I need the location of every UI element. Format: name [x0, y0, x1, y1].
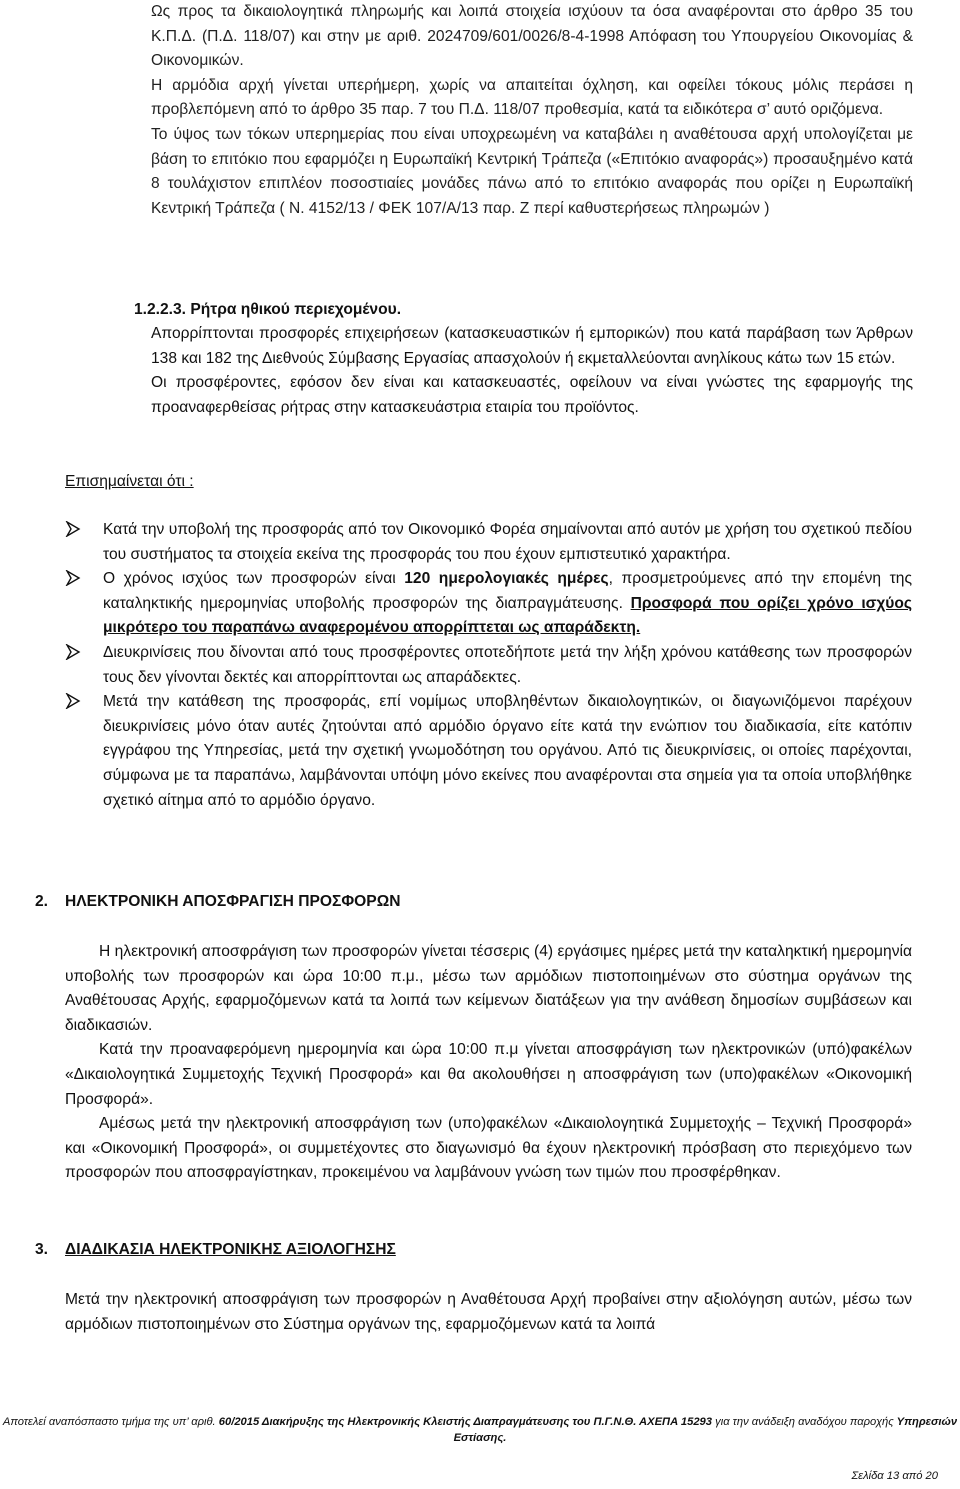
arrow-bullet-icon	[65, 521, 81, 537]
child-labour-paragraph: Απορρίπτονται προσφορές επιχειρήσεων (κατασκευαστικών ή εμπορικών) που κατά παράβαση των Άρθρων 138 και 182 της Διεθνούς Σύμβασης Εργασίας απασχολούν ή εκμεταλλεύονται ανηλίκους κάτω των 15 ετών.	[151, 325, 913, 367]
confidential-info-text: Κατά την υποβολή της προσφοράς από τον Οικονομικό Φορέα σημαίνονται από αυτόν με χρήση του σχετικού πεδίου του συστήματος τα στοιχεία εκείνα της προσφοράς του που έχουν εμπιστευτικό χαρακτήρα.	[103, 521, 912, 563]
evaluation-paragraph: Μετά την ηλεκτρονική αποσφράγιση των προσφορών η Αναθέτουσα Αρχή προβαίνει στην αξιολόγηση αυτών, μέσω των αρμόδιων πιστοποιημένων στο Σύστημα οργάνων της, εφαρμοζόμενων κατά τα λοιπά	[65, 1291, 912, 1333]
opening-schedule-paragraph: Η ηλεκτρονική αποσφράγιση των προσφορών γίνεται τέσσερις (4) εργάσιμες ημέρες μετά την καταληκτική ημερομηνία υποβολής των προσφορών και ώρα 10:00 π.μ., μέσω των αρμόδιων πιστοποιημένων στο σύστημα οργάνων της Αναθέτουσας Αρχής, εφαρμοζόμενων κατά τα λοιπά των κείμενων διατάξεων για την ανάθεση δημοσίων συμβάσεων και διαδικασιών.	[65, 943, 912, 1034]
list-item	[65, 641, 912, 690]
list-item	[65, 690, 912, 813]
ethics-clause-body	[151, 322, 913, 420]
payment-docs-paragraph: Ως προς τα δικαιολογητικά πληρωμής και λοιπά στοιχεία ισχύουν τα όσα αναφέρονται στο άρθρο 35 του Κ.Π.Δ. (Π.Δ. 118/07) και στην με αριθ. 2024709/601/0026/8-4-1998 Απόφαση του Υπουργείου Οικονομίας & Οικονομικών.	[151, 3, 913, 70]
section-3-body	[65, 1288, 912, 1337]
section-3-title: ΔΙΑΔΙΚΑΣΙΑ ΗΛΕΚΤΡΟΝΙΚΗΣ ΑΞΙΟΛΟΓΗΣΗΣ	[65, 1241, 396, 1258]
opening-subfolders-paragraph: Κατά την προαναφερόμενη ημερομηνία και ώρα 10:00 π.μ γίνεται αποσφράγιση των ηλεκτρονικών (υπό)φακέλων «Δικαιολογητικά Συμμετοχής Τεχνική Προσφορά» και θα ακολουθήσει η αποσφράγιση των (υπο)φακέλων «Οικονομική Προσφορά».	[65, 1041, 912, 1108]
late-clarifications-text: Διευκρινίσεις που δίνονται από τους προσφέροντες οποτεδήποτε μετά την λήξη χρόνου κατάθεσης των προσφορών τους δεν γίνονται δεκτές και απορρίπτονται ως απαράδεκτες.	[103, 643, 912, 686]
validity-rejection-note: Προσφορά που ορίζει χρόνο ισχύος μικρότερο του παραπάνω αναφερομένου απορρίπτεται ως απαράδεκτη.	[103, 594, 913, 637]
footer-decl-number: 60/2015	[218, 1416, 260, 1428]
top-block	[151, 0, 913, 221]
default-interest-paragraph: Η αρμόδια αρχή γίνεται υπερήμερη, χωρίς να απαιτείται όχληση, και οφείλει τόκους μόλις περάσει η προβλεπόμενη από το άρθρο 35 παρ. 7 του Π.Δ. 118/07 προθεσμία, κατά τα ειδικότερα σ’ αυτό οριζόμενα.	[151, 76, 913, 119]
validity-text-cont: , προσμετρούμενες από την επομένη της καταληκτικής ημερομηνίας υποβολής προσφορών της διαπραγμάτευσης.	[103, 570, 912, 612]
section-3-number: 3.	[35, 1241, 49, 1258]
list-item	[65, 567, 912, 641]
arrow-bullet-icon	[65, 644, 81, 660]
notice-label: Επισημαίνεται ότι :	[65, 473, 194, 490]
footer-text-cont: για την ανάδειξη αναδόχου παροχής	[712, 1416, 894, 1428]
ethics-clause-heading: 1.2.2.3. Ρήτρα ηθικού περιεχομένου.	[134, 301, 402, 318]
arrow-bullet-icon	[65, 693, 81, 709]
validity-days: 120 ημερολογιακές ημέρες	[404, 570, 609, 588]
section-2-body	[65, 940, 912, 1186]
manufacturer-awareness-paragraph: Οι προσφέροντες, εφόσον δεν είναι και κατασκευαστές, οφείλουν να είναι γνώστες της εφαρμογής της προαναφερθείσας ρήτρας στην κατασκευάστρια εταιρία του προϊόντος.	[151, 374, 913, 416]
interest-rate-paragraph: Το ύψος των τόκων υπερημερίας που είναι υποχρεωμένη να καταβάλει η αναθέτουσα αρχή υπολογίζεται με βάση το επιτόκιο που εφαρμόζει η Ευρωπαϊκή Κεντρική Τράπεζα («Επιτόκιο αναφοράς») προσαυξημένο κατά 8 τουλάχιστον επιπλέον ποσοστιαίες μονάδες πάνω από το επιτόκιο αναφοράς που ορίζει η Ευρωπαϊκή Κεντρική Τράπεζα ( Ν. 4152/13 / ΦΕΚ 107/Α/13 παρ. Ζ περί καθυστερήσεως πληρωμών )	[151, 125, 913, 217]
validity-text: Ο χρόνος ισχύος των προσφορών είναι	[103, 570, 405, 588]
page-number: Σελίδα 13 από 20	[851, 1470, 938, 1482]
page-footer	[0, 1414, 960, 1446]
list-item	[65, 518, 912, 567]
footer-decl-title: Διακήρυξης της Ηλεκτρονικής Κλειστής Διαπραγμάτευσης του Π.Γ.Ν.Θ. ΑΧΕΠΑ	[259, 1416, 681, 1428]
access-paragraph: Αμέσως μετά την ηλεκτρονική αποσφράγιση των (υπο)φακέλων «Δικαιολογητικά Συμμετοχής – Τεχνική Προσφορά» και «Οικονομική Προσφορά», οι συμμετέχοντες στο διαγωνισμό θα έχουν ηλεκτρονική πρόσβαση στο περιεχόμενο των προσφορών που αποσφραγίστηκαν, προκειμένου να λαμβάνουν γνώση των τιμών που προσφέρθηκαν.	[65, 1115, 912, 1182]
footer-service: Υπηρεσιών Εστίασης.	[453, 1416, 958, 1444]
section-2-number: 2.	[35, 893, 49, 910]
clarifications-procedure-text: Μετά την κατάθεση της προσφοράς, επί νομίμως υποβληθέντων δικαιολογητικών, οι διαγωνιζόμενοι παρέχουν διευκρινίσεις μόνο όταν αυτές ζητούνται από αρμόδιο όργανο είτε κατά την ενώπιον του διαδικασία, είτε κατόπιν εγγράφου της Υπηρεσίας, μετά την σχετική γνωμοδότηση του οργάνου. Από τις διευκρινίσεις, οι οποίες παρέχονται, σύμφωνα με τα παραπάνω, λαμβάνονται υπόψη μόνο εκείνες που αναφέρονται στα σημεία για τα οποία υποβλήθηκε σχετικό αίτημα από το αρμόδιο όργανο.	[103, 693, 912, 809]
notice-bullet-list	[65, 518, 912, 813]
footer-text: Αποτελεί αναπόσπαστο τμήμα της υπ’ αριθ.	[2, 1416, 219, 1428]
arrow-bullet-icon	[65, 570, 81, 586]
footer-tender-number: 15293	[680, 1416, 712, 1428]
section-2-title: ΗΛΕΚΤΡΟΝΙΚΗ ΑΠΟΣΦΡΑΓΙΣΗ ΠΡΟΣΦΟΡΩΝ	[65, 893, 401, 910]
